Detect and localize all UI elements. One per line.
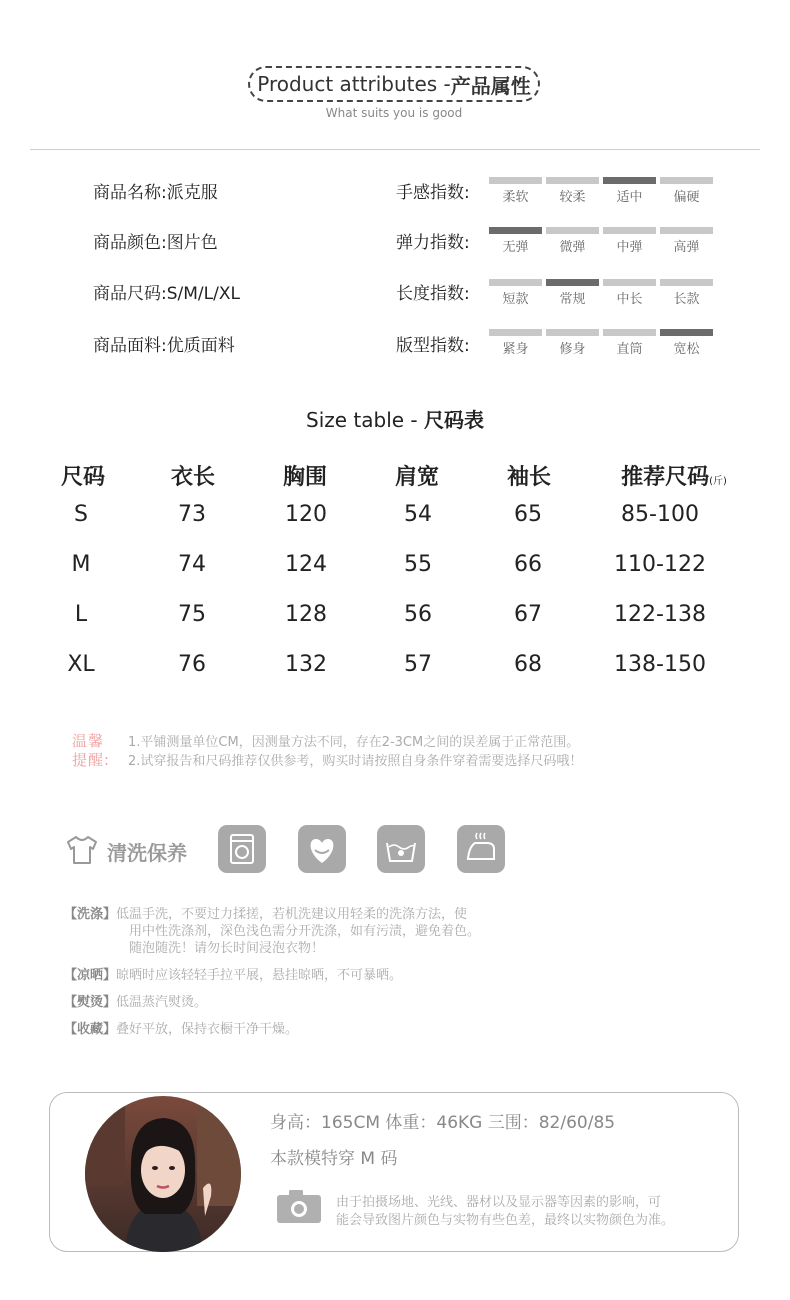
model-size: 本款模特穿 M 码	[270, 1149, 398, 1169]
section-subtitle: What suits you is good	[325, 106, 463, 120]
index-bar	[660, 279, 713, 286]
index-option: 修身	[546, 329, 599, 357]
index-scale-elasticity	[489, 227, 713, 255]
iron-icon	[457, 825, 505, 873]
table-cell: 122-138	[614, 602, 706, 627]
disclaimer-line: 由于拍摄场地、光线、器材以及显示器等因素的影响，可	[336, 1195, 662, 1210]
table-cell: 132	[285, 652, 327, 677]
header-cell: 肩宽	[394, 465, 440, 490]
size-table-header	[0, 460, 790, 500]
table-cell: 138-150	[614, 652, 706, 677]
table-row	[0, 552, 790, 592]
index-label-fit: 版型指数:	[396, 336, 470, 356]
attr-name: 商品名称:派克服	[93, 183, 218, 203]
table-cell: 55	[404, 552, 432, 577]
header-cell: 衣长	[170, 465, 216, 490]
table-cell: 76	[178, 652, 206, 677]
index-scale-feel	[489, 177, 713, 205]
index-bar	[489, 227, 542, 234]
table-cell: 57	[404, 652, 432, 677]
table-cell: 73	[178, 502, 206, 527]
index-bar	[660, 227, 713, 234]
index-option: 宽松	[660, 329, 713, 357]
index-bar	[546, 227, 599, 234]
index-option: 直筒	[603, 329, 656, 357]
attr-size: 商品尺码:S/M/L/XL	[93, 284, 240, 304]
reminder-line: 2.试穿报告和尺码推荐仅供参考，购买时请按照自身条件穿着需要选择尺码哦！	[128, 754, 583, 769]
model-stats: 身高：165CM 体重：46KG 三围：82/60/85	[270, 1113, 616, 1133]
divider	[30, 149, 760, 150]
care-title: 清洗保养	[107, 841, 187, 865]
index-label-elasticity: 弹力指数:	[396, 233, 470, 253]
index-option: 中弹	[603, 227, 656, 255]
index-option: 无弹	[489, 227, 542, 255]
heart-icon	[298, 825, 346, 873]
index-bar	[603, 329, 656, 336]
index-option: 短款	[489, 279, 542, 307]
size-table-title: Size table - 尺码表	[306, 408, 484, 432]
care-wash-line: 用中性洗涤剂，深色浅色需分开洗涤，如有污渍，避免着色。	[129, 924, 481, 939]
care-iron: 【熨烫】低温蒸汽熨烫。	[64, 995, 208, 1010]
index-bar	[546, 177, 599, 184]
attr-fabric: 商品面料:优质面料	[93, 336, 235, 356]
camera-icon	[276, 1188, 322, 1224]
table-cell: 124	[285, 552, 327, 577]
table-cell: 85-100	[621, 502, 699, 527]
reminder-line: 1.平铺测量单位CM，因测量方法不同，存在2-3CM之间的误差属于正常范围。	[128, 735, 580, 750]
table-cell: 128	[285, 602, 327, 627]
attr-color: 商品颜色:图片色	[93, 233, 218, 253]
index-option: 适中	[603, 177, 656, 205]
table-row	[0, 502, 790, 542]
index-scale-fit	[489, 329, 713, 357]
care-store: 【收藏】叠好平放，保持衣橱干净干燥。	[64, 1022, 299, 1037]
section-title-cn: 产品属性	[450, 73, 531, 98]
care-wash: 【洗涤】低温手洗，不要过力揉搓，若机洗建议用轻柔的洗涤方法，使	[64, 907, 468, 922]
index-option: 偏硬	[660, 177, 713, 205]
table-cell: 56	[404, 602, 432, 627]
care-wash-line: 随泡随洗！请勿长时间浸泡衣物！	[129, 941, 325, 956]
index-bar	[546, 279, 599, 286]
table-cell: 74	[178, 552, 206, 577]
hand-wash-icon	[377, 825, 425, 873]
index-bar	[660, 177, 713, 184]
table-cell: S	[74, 502, 88, 527]
index-bar	[603, 279, 656, 286]
index-option: 紧身	[489, 329, 542, 357]
reminder-label: 温馨	[72, 732, 105, 750]
model-photo	[85, 1096, 241, 1252]
section-title-pill	[248, 66, 540, 102]
index-option: 较柔	[546, 177, 599, 205]
index-option: 常规	[546, 279, 599, 307]
index-option: 微弹	[546, 227, 599, 255]
table-cell: 65	[514, 502, 542, 527]
index-bar	[660, 329, 713, 336]
header-cell-recommend: 推荐尺码(斤)	[621, 465, 727, 490]
index-scale-length	[489, 279, 713, 307]
section-title-en: Product attributes -	[257, 72, 451, 96]
table-cell: 67	[514, 602, 542, 627]
washing-machine-icon	[218, 825, 266, 873]
disclaimer-line: 能会导致图片颜色与实物有些色差，最终以实物颜色为准。	[336, 1213, 675, 1228]
header-cell: 胸围	[282, 465, 328, 490]
care-dry: 【凉晒】晾晒时应该轻轻手拉平展，悬挂晾晒，不可暴晒。	[64, 968, 403, 983]
table-cell: 120	[285, 502, 327, 527]
table-cell: 75	[178, 602, 206, 627]
table-cell: M	[71, 552, 91, 577]
index-bar	[489, 177, 542, 184]
table-cell: 66	[514, 552, 542, 577]
header-cell: 袖长	[506, 465, 552, 490]
table-cell: 110-122	[614, 552, 706, 577]
table-row	[0, 652, 790, 692]
index-option: 中长	[603, 279, 656, 307]
index-label-feel: 手感指数:	[396, 183, 470, 203]
index-bar	[603, 227, 656, 234]
table-cell: XL	[67, 652, 95, 677]
reminder-label: 提醒:	[72, 751, 111, 769]
index-bar	[546, 329, 599, 336]
index-bar	[489, 329, 542, 336]
tshirt-icon	[64, 834, 100, 866]
table-cell: 54	[404, 502, 432, 527]
table-row	[0, 602, 790, 642]
index-label-length: 长度指数:	[396, 284, 470, 304]
index-option: 高弹	[660, 227, 713, 255]
index-bar	[489, 279, 542, 286]
header-cell: 尺码	[60, 465, 106, 490]
table-cell: L	[74, 602, 88, 627]
index-option: 柔软	[489, 177, 542, 205]
index-option: 长款	[660, 279, 713, 307]
table-cell: 68	[514, 652, 542, 677]
index-bar	[603, 177, 656, 184]
unit-label: (斤)	[709, 476, 727, 487]
